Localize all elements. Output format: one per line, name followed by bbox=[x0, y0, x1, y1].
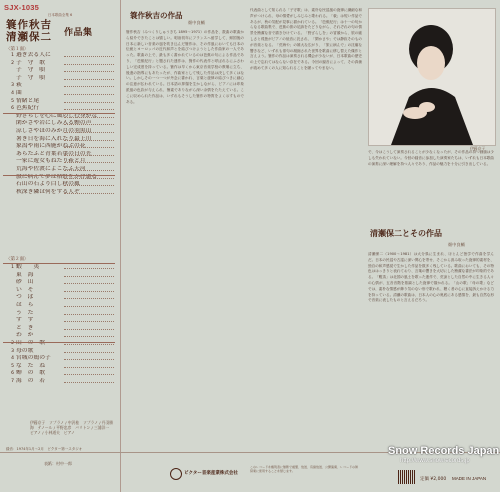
catalog-number: SJX-1035 bbox=[4, 3, 39, 12]
track-number: 2 bbox=[11, 340, 14, 346]
side-2-label: 〈第２面〉 bbox=[6, 257, 29, 262]
kiyose-heading: 清瀬保二とその作品 bbox=[370, 228, 442, 238]
track-title: う た bbox=[16, 309, 34, 316]
track-leader bbox=[64, 193, 114, 194]
track-number: 6 bbox=[11, 371, 14, 377]
track-title: 閑かさや岩にしみ入る蝉の声 bbox=[16, 120, 92, 127]
track-title: 子 守 唄 bbox=[16, 67, 45, 74]
track-leader bbox=[64, 71, 114, 72]
track-row bbox=[4, 67, 116, 75]
track-leader bbox=[64, 178, 114, 179]
track-title: 象潟や雨に西施がねぶの花 bbox=[16, 143, 86, 150]
track-number: 3 bbox=[11, 348, 14, 354]
essay-column-a: 簑作秋吉（みつくりしゅうきち 1895～1971）の作品を、数曲の歌曲から紹介できたことは嬉しい。明治初年にフランスへ留学して、帰国後の日本に新しい音楽の風を吹き込んだ簑作は、その作風においても日本の伝統とヨーロッパの近代和声とを結びつけようとした作曲家の一人であった。歌曲の上で、最も多く書かれているのは芭蕉の句による作品であり、「芭蕉紀行」と題された連作は、簑作の代表作と呼ばれるにふさわしい完成度を持っている。簑作は早くから東京音楽学校の教壇に立ち、後進の指導にもあたったが、作曲家として残した作品は決して多くはない。しかしその一つ一つが丹念に書かれ、言葉と旋律の結びつきに細心の注意が払われている。日本語の抑揚を生かしながら、ピアノには印象派風の色彩が与えられ、簡素でありながら深い余情をたたえている。ここに収められた作品は、いずれもそうした簑作の特質をよく示すものである。 bbox=[126, 30, 244, 104]
track-number: 5 bbox=[11, 98, 14, 104]
track-row bbox=[4, 52, 116, 60]
ezo-cycle-box bbox=[3, 263, 115, 343]
track-leader bbox=[64, 367, 114, 368]
victor-logo-icon bbox=[170, 468, 182, 480]
made-in-japan: MADE IN JAPAN bbox=[452, 476, 487, 481]
photo-caption: 伊藤京子 bbox=[470, 146, 486, 151]
track-title: 萩 bbox=[16, 82, 22, 89]
intro-heading: 簑作秋吉の作品 bbox=[130, 11, 183, 20]
track-title: 山 の 歌 bbox=[16, 339, 45, 346]
side-1-label: 〈第１面〉 bbox=[6, 47, 29, 52]
track-title: 過ぎ去る人に bbox=[16, 52, 51, 58]
track-title: 秋深き隣は何をする人ぞ bbox=[16, 188, 80, 195]
track-number: 4 bbox=[11, 90, 14, 96]
track-row bbox=[4, 82, 116, 90]
track-row bbox=[4, 370, 116, 378]
performers: 伊藤京子 ソプラノ / 中沢桂 ソプラノ / 丹羽勝海 テノール / 平野忠彦 バリトン / 三浦洋一 ピアノ / 小林道夫 ピアノ bbox=[30, 420, 114, 435]
track-leader bbox=[64, 102, 114, 103]
track-title: は ら bbox=[16, 301, 34, 308]
track-listing-panel bbox=[0, 0, 121, 492]
track-row bbox=[4, 363, 116, 371]
track-title: 母の歌 bbox=[16, 347, 34, 354]
cover-credit: 表紙：村中一郎 bbox=[44, 461, 72, 466]
track-number: 2 bbox=[11, 60, 14, 66]
track-title: 暑き日を海に入れたり最上川 bbox=[16, 135, 92, 142]
company-name: ビクター音楽産業株式会社 bbox=[184, 471, 238, 476]
track-title: 野ざらしを心に風のしむ身かな bbox=[16, 112, 98, 119]
track-leader bbox=[64, 374, 114, 375]
track-leader bbox=[64, 56, 114, 57]
singer-photo bbox=[368, 8, 496, 146]
track-title: な た ね bbox=[16, 362, 45, 369]
track-title: 子 守 唄 bbox=[16, 74, 45, 81]
track-title: 情緒と尾 bbox=[16, 97, 40, 104]
track-row bbox=[4, 75, 116, 83]
track-title: い そ bbox=[16, 286, 34, 293]
track-row bbox=[4, 98, 116, 106]
track-title: 砂 山 bbox=[16, 279, 34, 286]
track-title: 涼しさやほのみか月の羽黒山 bbox=[16, 127, 92, 134]
series-label: 日本歌曲全集 6 bbox=[47, 13, 73, 17]
title-composer-2: 清瀬保二 bbox=[6, 31, 52, 43]
track-leader bbox=[64, 109, 114, 110]
track-leader bbox=[64, 94, 114, 95]
track-row bbox=[4, 189, 116, 197]
track-title: あらたふと青葉若葉の日の光 bbox=[16, 150, 92, 157]
track-title: 一家に遊女もねたり萩と月 bbox=[16, 158, 86, 165]
recording-info: 録音：1974年1月～2月 ビクター第一スタジオ bbox=[6, 447, 83, 451]
track-number: 3 bbox=[11, 83, 14, 89]
track-title: す す bbox=[16, 317, 34, 324]
track-row bbox=[4, 105, 116, 113]
track-number: 5 bbox=[11, 363, 14, 369]
track-title: 宮城の鶏の子 bbox=[16, 355, 51, 362]
intro-byline: 畑中良輔 bbox=[188, 20, 205, 25]
track-row bbox=[4, 60, 116, 68]
track-title: 石山の石より白し秋の風 bbox=[16, 181, 80, 188]
track-title: 東 海 bbox=[16, 271, 34, 278]
essay-column-b: 代表曲として知られる「子守歌」は、素朴な民謡風の旋律に繊細な和声がつけられ、母の情愛がしみじみと歌われる。「萩」は短い作品であるが、秋の気配が見事に描かれている。「芭蕉紀行」は十一の句からなる歌曲集で、芭蕉の旅の足跡をたどりながら、それぞれの句の情景を簡潔な音で描き分けている。「野ざらしを」の冒頭から、旅の厳しさと孤独がピアノの低音に託され、「閑かさや」では静寂そのものが音楽となる。「荒海や」の雄大な広がり、「旅に病んで」の沈痛な響きなど、いずれも俳句の凝縮された世界を歌曲に移し替えた傑作と言えよう。簑作の作品は演奏される機会が少ないが、日本歌曲の歴史の上で忘れてはならない存在である。今回の録音によって、その真価が改めて多くの人に知られることを願ってやまない。 bbox=[250, 8, 362, 70]
track-title: 芭蕉紀行 bbox=[16, 105, 40, 112]
kiyose-byline: 畑中良輔 bbox=[448, 242, 465, 247]
track-title: 海 の 若 bbox=[16, 377, 45, 384]
singer-photo-image bbox=[369, 9, 495, 145]
track-number: 1 bbox=[11, 265, 14, 270]
essay-column-c: 清瀬保二（1900～1981）は大分県に生まれ、ほとんど独学で作曲を学んだ。日本の民謡や古謡に深い関心を寄せ、そこから汲み取った旋律的素材を、独自の和声感覚で生かした作品を数多く残している。歌曲においても、その特色ははっきりと表れており、言葉の響きを大切にした簡潔な書法が印象的である。「蝦夷」は北国の風土を歌った連作で、荒涼とした自然の中に生きる人々の心情が、五音音階を基調とした旋律で描かれる。「山の歌」「母の歌」などでは、素朴な情感が飾り気のない形で歌われ、聴く者の心に直接訴えかける力を持っている。清瀬の歌曲は、日本人の心の奥底にある感情を、最も自然な形で音楽に表したものと言えるだろう。 bbox=[368, 252, 494, 303]
track-title: と き bbox=[16, 324, 34, 331]
rights-notice: このレコードを権利者に無断で複製、放送、有線放送、公開演奏、レコードの賃貸業に使用することを禁じます。 bbox=[250, 465, 359, 473]
track-row bbox=[4, 378, 116, 386]
title-composer-1: 簑作秋吉 bbox=[6, 19, 52, 31]
title-suffix: 作品集 bbox=[64, 28, 93, 38]
track-leader bbox=[64, 344, 114, 345]
barcode-icon bbox=[398, 470, 416, 484]
track-number: 6 bbox=[11, 106, 14, 112]
track-row bbox=[4, 90, 116, 98]
watermark-url: http://www.snowrecords.jp bbox=[400, 458, 470, 464]
track-row bbox=[4, 348, 116, 356]
track-row bbox=[4, 355, 116, 363]
watermark: Snow Records Japan bbox=[388, 445, 500, 457]
track-row bbox=[4, 181, 116, 189]
essay-column-c-top: で、今はこうして演奏されることが少なくなったが、その作品の持つ価値は少しも失われていない。今回の録音に参加した演奏家たちは、いずれも日本歌曲の演奏に深い理解を持つ人々であり、作品の魅力を十分に引き出している。 bbox=[368, 150, 494, 166]
track-title: 蝦 夷 bbox=[16, 264, 40, 270]
track-title: 蝉 の 歌 bbox=[16, 370, 45, 377]
track-title: わ か bbox=[16, 332, 34, 339]
track-leader bbox=[64, 382, 114, 383]
track-leader bbox=[64, 79, 114, 80]
track-title: つ ば bbox=[16, 294, 34, 301]
track-title: 旅に病んで夢は枯野をかけ廻る bbox=[16, 173, 98, 180]
track-leader bbox=[64, 359, 114, 360]
track-leader bbox=[64, 64, 114, 65]
basho-cycle-box bbox=[3, 113, 115, 176]
album-title bbox=[6, 19, 116, 43]
price: 定価 ¥2,000 bbox=[420, 477, 447, 482]
track-title: 曲 bbox=[16, 89, 22, 96]
track-number: 7 bbox=[11, 378, 14, 384]
track-leader bbox=[64, 352, 114, 353]
track-number: 4 bbox=[11, 356, 14, 362]
track-title: 子 守 歌 bbox=[16, 59, 45, 66]
track-leader bbox=[64, 185, 114, 186]
track-leader bbox=[64, 86, 114, 87]
track-number: 1 bbox=[11, 53, 14, 58]
track-title: 荒海や佐渡によこたふ天河 bbox=[16, 165, 86, 172]
